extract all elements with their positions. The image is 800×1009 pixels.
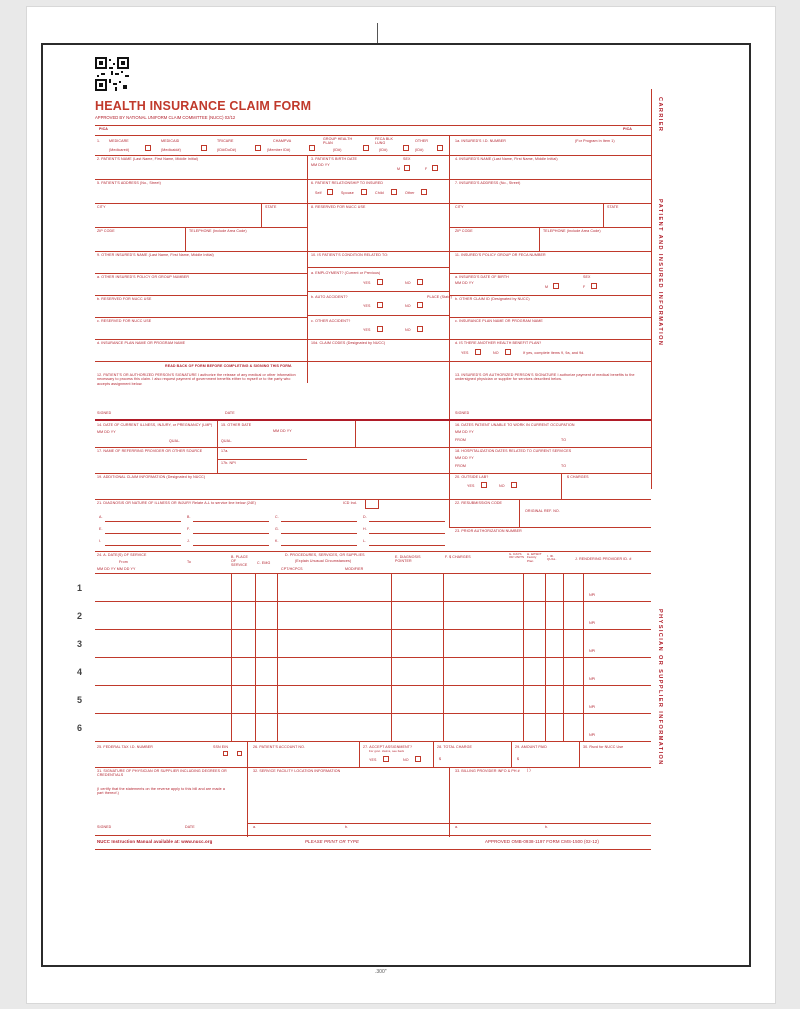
checkbox-10b-no[interactable] [417, 302, 423, 308]
field-7-label: 7. INSURED'S ADDRESS (No., Street) [455, 181, 521, 185]
field-18-label: 18. HOSPITALIZATION DATES RELATED TO CURRENT SERVICES [455, 449, 572, 453]
diag-i: I. [99, 539, 102, 543]
diag-f: F. [187, 527, 190, 531]
npi-label-3: NPI [589, 649, 596, 653]
item1-sub-tricare: (ID#/DoD#) [217, 148, 237, 152]
field-27-note: For govt. claims, see back [369, 749, 405, 753]
field-2-label: 2. PATIENT'S NAME (Last Name, First Name, Middle Initial) [97, 157, 199, 161]
npi-label-2: NPI [589, 621, 596, 625]
item1-opt-medicare: MEDICARE [109, 139, 129, 143]
field-10c-label: c. OTHER ACCIDENT? [311, 319, 351, 323]
field-24g-label: G. DAYS OR UNITS [509, 552, 525, 560]
diag-k: K. [275, 539, 279, 543]
field-16-mmddyy: MM DD YY [455, 430, 474, 434]
footer-right: APPROVED OMB-0938-1197 FORM CMS-1500 (02-12) [485, 839, 599, 844]
field-10b-no: NO [405, 304, 411, 308]
field-28-label: 28. TOTAL CHARGE [437, 745, 473, 749]
field-10b-yes: YES [363, 304, 371, 308]
item1-opt-medicaid: MEDICAID [161, 139, 180, 143]
checkbox-11a-male[interactable] [553, 283, 559, 289]
side-label-patient: PATIENT AND INSURED INFORMATION [657, 199, 663, 347]
field-33-label: 33. BILLING PROVIDER INFO & PH # [455, 769, 520, 773]
footer-center: PLEASE PRINT OR TYPE [305, 839, 359, 844]
field-15-qual: QUAL. [221, 439, 233, 443]
item1-opt-other: OTHER [415, 139, 429, 143]
field-24e-label: E. DIAGNOSIS POINTER [395, 555, 421, 564]
field-29-dollar: $ [517, 757, 520, 761]
field-15-mmddyy: MM DD YY [273, 429, 292, 433]
field-6-child: Child [375, 191, 384, 195]
checkbox-10c-no[interactable] [417, 326, 423, 332]
field-24-from: From [119, 560, 128, 564]
field-31-note: (I certify that the statements on the reverse apply to this bill and are made a part thereof.) [97, 787, 225, 796]
field-6-spouse: Spouse [341, 191, 354, 195]
checkbox-group-health[interactable] [363, 145, 369, 151]
field-3-label: 3. PATIENT'S BIRTH DATE [311, 157, 358, 161]
field-5-label: 5. PATIENT'S ADDRESS (No., Street) [97, 181, 161, 185]
field-13-signed: SIGNED [455, 411, 470, 415]
checkbox-27-no[interactable] [415, 756, 421, 762]
field-zip-label: ZIP CODE [97, 229, 115, 233]
field-9d-label: d. INSURANCE PLAN NAME OR PROGRAM NAME [97, 341, 186, 345]
checkbox-20-no[interactable] [511, 482, 517, 488]
field-25-label: 25. FEDERAL TAX I.D. NUMBER [97, 745, 153, 749]
field-8-label: 8. RESERVED FOR NUCC USE [311, 205, 366, 209]
field-11a-f: F [583, 285, 586, 289]
item1-opt-champva: CHAMPVA [273, 139, 292, 143]
field-24c-label: C. EMG [257, 561, 271, 565]
checkbox-sex-male[interactable] [404, 165, 410, 171]
field-18-to: TO [561, 464, 567, 468]
field-city2-label: CITY [455, 205, 464, 209]
field-27-label: 27. ACCEPT ASSIGNMENT? [363, 745, 413, 749]
field-13-text: 13. INSURED'S OR AUTHORIZED PERSON'S SIGNATURE I authorize payment of medical benefits to the undersigned physician or supplier for services described below. [455, 373, 635, 382]
checkbox-medicaid[interactable] [201, 145, 207, 151]
item1-number: 1. [97, 139, 101, 143]
field-10c-yes: YES [363, 328, 371, 332]
service-row-number-5: 5 [77, 695, 83, 705]
diag-d: D. [363, 515, 367, 519]
field-6-self: Self [315, 191, 322, 195]
field-3-mmddyy: MM DD YY [311, 163, 330, 167]
item1-sub-group: (ID#) [333, 148, 342, 152]
checkbox-rel-child[interactable] [391, 189, 397, 195]
item1-sub-medicaid: (Medicaid#) [161, 148, 181, 152]
checkbox-20-yes[interactable] [481, 482, 487, 488]
field-11b-label: b. OTHER CLAIM ID (Designated by NUCC) [455, 297, 530, 301]
field-16-from: FROM [455, 438, 466, 442]
diag-b: B. [187, 515, 191, 519]
field-15-label: 15. OTHER DATE [221, 423, 252, 427]
field-10d-label: 10d. CLAIM CODES (Designated by NUCC) [311, 341, 386, 345]
item1-opt-group: GROUP HEALTH PLAN [323, 137, 353, 146]
footer-left: NUCC Instruction Manual available at: www.nucc.org [97, 839, 213, 844]
service-row-number-4: 4 [77, 667, 83, 677]
field-11d-note: If yes, complete items 9, 9a, and 9d. [523, 351, 585, 355]
field-10a-label: a. EMPLOYMENT? (Current or Previous) [311, 271, 381, 275]
field-9-label: 9. OTHER INSURED'S NAME (Last Name, First Name, Middle Initial) [97, 253, 214, 257]
field-9a-label: a. OTHER INSURED'S POLICY OR GROUP NUMBER [97, 275, 190, 279]
field-24i-label: I. ID. QUAL. [547, 554, 557, 562]
field-32a: a. [253, 825, 257, 829]
field-20-no: NO [499, 484, 505, 488]
service-row-number-6: 6 [77, 723, 83, 733]
field-24-to: To [187, 560, 191, 564]
field-3-f: F [425, 167, 428, 171]
field-24d-label: D. PROCEDURES, SERVICES, OR SUPPLIES [285, 553, 365, 557]
field-33a: a. [455, 825, 459, 829]
item1-sub-champva: (Member ID#) [267, 148, 291, 152]
field-24d-sub: (Explain Unusual Circumstances) [295, 559, 352, 563]
field-24-mmddyy: MM DD YY MM DD YY [97, 567, 136, 571]
field-4-label: 4. INSURED'S NAME (Last Name, First Name, Middle Initial) [455, 157, 558, 161]
checkbox-rel-self[interactable] [327, 189, 333, 195]
item1-sub-medicare: (Medicare#) [109, 148, 130, 152]
field-11d-yes: YES [461, 351, 469, 355]
icd-indicator-box[interactable] [365, 499, 379, 509]
checkbox-10a-no[interactable] [417, 279, 423, 285]
field-12-signed: SIGNED [97, 411, 112, 415]
field-1a-label: 1a. INSURED'S I.D. NUMBER [455, 139, 506, 143]
field-11a-sex-label: SEX [583, 275, 591, 279]
field-24-label: 24. A. DATE(S) OF SERVICE [97, 553, 147, 557]
field-24j-label: J. RENDERING PROVIDER ID. # [575, 557, 632, 561]
checkbox-10b-yes[interactable] [377, 302, 383, 308]
field-17b-label: 17b. NPI [221, 461, 236, 465]
field-state2-label: STATE [607, 205, 619, 209]
item1-sub-feca: (ID#) [379, 148, 388, 152]
field-10c-no: NO [405, 328, 411, 332]
paper-sheet [26, 6, 776, 1004]
approved-by-text: APPROVED BY NATIONAL UNIFORM CLAIM COMMITTEE (NUCC) 02/12 [95, 115, 236, 120]
field-state-label: STATE [265, 205, 277, 209]
field-31-date: DATE [185, 825, 195, 829]
npi-label-6: NPI [589, 733, 596, 737]
field-14-mmddyy: MM DD YY [97, 430, 116, 434]
field-11c-label: c. INSURANCE PLAN NAME OR PROGRAM NAME [455, 319, 543, 323]
checkbox-10c-yes[interactable] [377, 326, 383, 332]
cms1500-form [75, 49, 715, 929]
field-21-icd: ICD Ind. [343, 501, 357, 505]
field-1a-note: (For Program in Item 1) [575, 139, 615, 143]
field-24b-label: B. PLACE OF SERVICE [231, 555, 248, 568]
checkbox-ssn[interactable] [223, 751, 228, 756]
field-30-label: 30. Rsvd for NUCC Use [583, 745, 624, 749]
field-6-label: 6. PATIENT RELATIONSHIP TO INSURED [311, 181, 384, 185]
field-24h-label: H. EPSDT Family Plan [527, 552, 542, 563]
field-22-orig: ORIGINAL REF. NO. [525, 509, 560, 513]
field-10b-place: PLACE (State) [427, 295, 452, 299]
diag-h: H. [363, 527, 367, 531]
field-11d-no: NO [493, 351, 499, 355]
field-3-sex-label: SEX [403, 157, 411, 161]
checkbox-11d-yes[interactable] [475, 349, 481, 355]
field-17-label: 17. NAME OF REFERRING PROVIDER OR OTHER SOURCE [97, 449, 203, 453]
field-10b-label: b. AUTO ACCIDENT? [311, 295, 348, 299]
field-3-m: M [397, 167, 401, 171]
field-9b-label: b. RESERVED FOR NUCC USE [97, 297, 152, 301]
field-18-from: FROM [455, 464, 466, 468]
field-26-label: 26. PATIENT'S ACCOUNT NO. [253, 745, 306, 749]
diag-g: G. [275, 527, 279, 531]
field-10a-no: NO [405, 281, 411, 285]
field-31-signed: SIGNED [97, 825, 112, 829]
service-row-number-2: 2 [77, 611, 83, 621]
pica-right: PICA [623, 127, 632, 131]
field-29-label: 29. AMOUNT PAID [515, 745, 547, 749]
checkbox-ein[interactable] [237, 751, 242, 756]
item1-sub-other: (ID#) [415, 148, 424, 152]
checkbox-champva[interactable] [309, 145, 315, 151]
field-28-dollar: $ [439, 757, 442, 761]
field-tel2-label: TELEPHONE (Include Area Code) [543, 229, 601, 233]
page-title: HEALTH INSURANCE CLAIM FORM [95, 99, 312, 113]
npi-label-5: NPI [589, 705, 596, 709]
field-33b: b. [545, 825, 549, 829]
checkbox-medicare[interactable] [145, 145, 151, 151]
npi-label-1: NPI [589, 593, 596, 597]
service-row-number-1: 1 [77, 583, 83, 593]
checkbox-11d-no[interactable] [505, 349, 511, 355]
field-19-label: 19. ADDITIONAL CLAIM INFORMATION (Designated by NUCC) [97, 475, 206, 479]
field-17a-label: 17a. [221, 449, 229, 453]
diag-a: A. [99, 515, 103, 519]
field-tel-label: TELEPHONE (Include Area Code) [189, 229, 247, 233]
checkbox-11a-female[interactable] [591, 283, 597, 289]
field-27-yes: YES [369, 758, 377, 762]
field-24d-cpt: CPT/HCPCS [281, 567, 303, 571]
pica-left: PICA [99, 127, 108, 131]
field-24f-label: F. $ CHARGES [445, 555, 471, 559]
diag-l: L. [363, 539, 367, 543]
checkbox-10a-yes[interactable] [377, 279, 383, 285]
checkbox-27-yes[interactable] [383, 756, 389, 762]
field-11a-mmddyy: MM DD YY [455, 281, 474, 285]
field-6-other: Other [405, 191, 415, 195]
field-10-label: 10. IS PATIENT'S CONDITION RELATED TO: [311, 253, 389, 257]
npi-label-4: NPI [589, 677, 596, 681]
field-18-mmddyy: MM DD YY [455, 456, 474, 460]
diag-c: C. [275, 515, 279, 519]
field-25-ssn-ein: SSN EIN [213, 745, 229, 749]
field-27-no: NO [403, 758, 409, 762]
diag-e: E. [99, 527, 103, 531]
field-33-phone-paren: ( ) [527, 768, 531, 772]
item1-opt-tricare: TRICARE [217, 139, 234, 143]
field-20-charges: $ CHARGES [567, 475, 589, 479]
field-23-label: 23. PRIOR AUTHORIZATION NUMBER [455, 529, 522, 533]
field-10a-yes: YES [363, 281, 371, 285]
side-label-physician: PHYSICIAN OR SUPPLIER INFORMATION [657, 609, 663, 766]
service-lines-grid [95, 573, 651, 741]
service-row-number-3: 3 [77, 639, 83, 649]
field-16-to: TO [561, 438, 567, 442]
field-14-label: 14. DATE OF CURRENT ILLNESS, INJURY, or PREGNANCY (LMP) [97, 423, 213, 427]
read-back-text: READ BACK OF FORM BEFORE COMPLETING & SIGNING THIS FORM. [165, 364, 293, 368]
bottom-measure-label: .300" [375, 969, 387, 975]
checkbox-tricare[interactable] [255, 145, 261, 151]
qr-code [95, 57, 129, 91]
checkbox-rel-other[interactable] [421, 189, 427, 195]
field-20-label: 20. OUTSIDE LAB? [455, 475, 489, 479]
field-12-text: 12. PATIENT'S OR AUTHORIZED PERSON'S SIGNATURE I authorize the release of any medical or other information necessary to process this claim. I also request payment of government benefits either to myself or to the party who accepts assignment below. [97, 373, 296, 386]
checkbox-sex-female[interactable] [432, 165, 438, 171]
field-12-date: DATE [225, 411, 235, 415]
checkbox-other[interactable] [437, 145, 443, 151]
field-11-label: 11. INSURED'S POLICY GROUP OR FECA NUMBER [455, 253, 546, 257]
checkbox-rel-spouse[interactable] [361, 189, 367, 195]
field-city-label: CITY [97, 205, 106, 209]
field-21-label: 21. DIAGNOSIS OR NATURE OF ILLNESS OR INJURY Relate A-L to service line below (24E) [97, 501, 256, 505]
field-24d-mod: MODIFIER [345, 567, 364, 571]
field-16-label: 16. DATES PATIENT UNABLE TO WORK IN CURRENT OCCUPATION [455, 423, 575, 427]
field-zip2-label: ZIP CODE [455, 229, 473, 233]
field-11d-label: d. IS THERE ANOTHER HEALTH BENEFIT PLAN? [455, 341, 542, 345]
field-32-label: 32. SERVICE FACILITY LOCATION INFORMATION [253, 769, 341, 773]
field-31-label: 31. SIGNATURE OF PHYSICIAN OR SUPPLIER INCLUDING DEGREES OR CREDENTIALS [97, 769, 227, 778]
checkbox-feca[interactable] [403, 145, 409, 151]
field-32b: b. [345, 825, 349, 829]
item1-opt-feca: FECA BLK LUNG [375, 137, 393, 146]
side-label-carrier: CARRIER [657, 97, 663, 133]
diag-j: J. [187, 539, 190, 543]
field-9c-label: c. RESERVED FOR NUCC USE [97, 319, 152, 323]
field-11a-label: a. INSURED'S DATE OF BIRTH [455, 275, 509, 279]
field-14-qual: QUAL. [169, 439, 181, 443]
field-20-yes: YES [467, 484, 475, 488]
field-22-label: 22. RESUBMISSION CODE [455, 501, 503, 505]
field-11a-m: M [545, 285, 549, 289]
